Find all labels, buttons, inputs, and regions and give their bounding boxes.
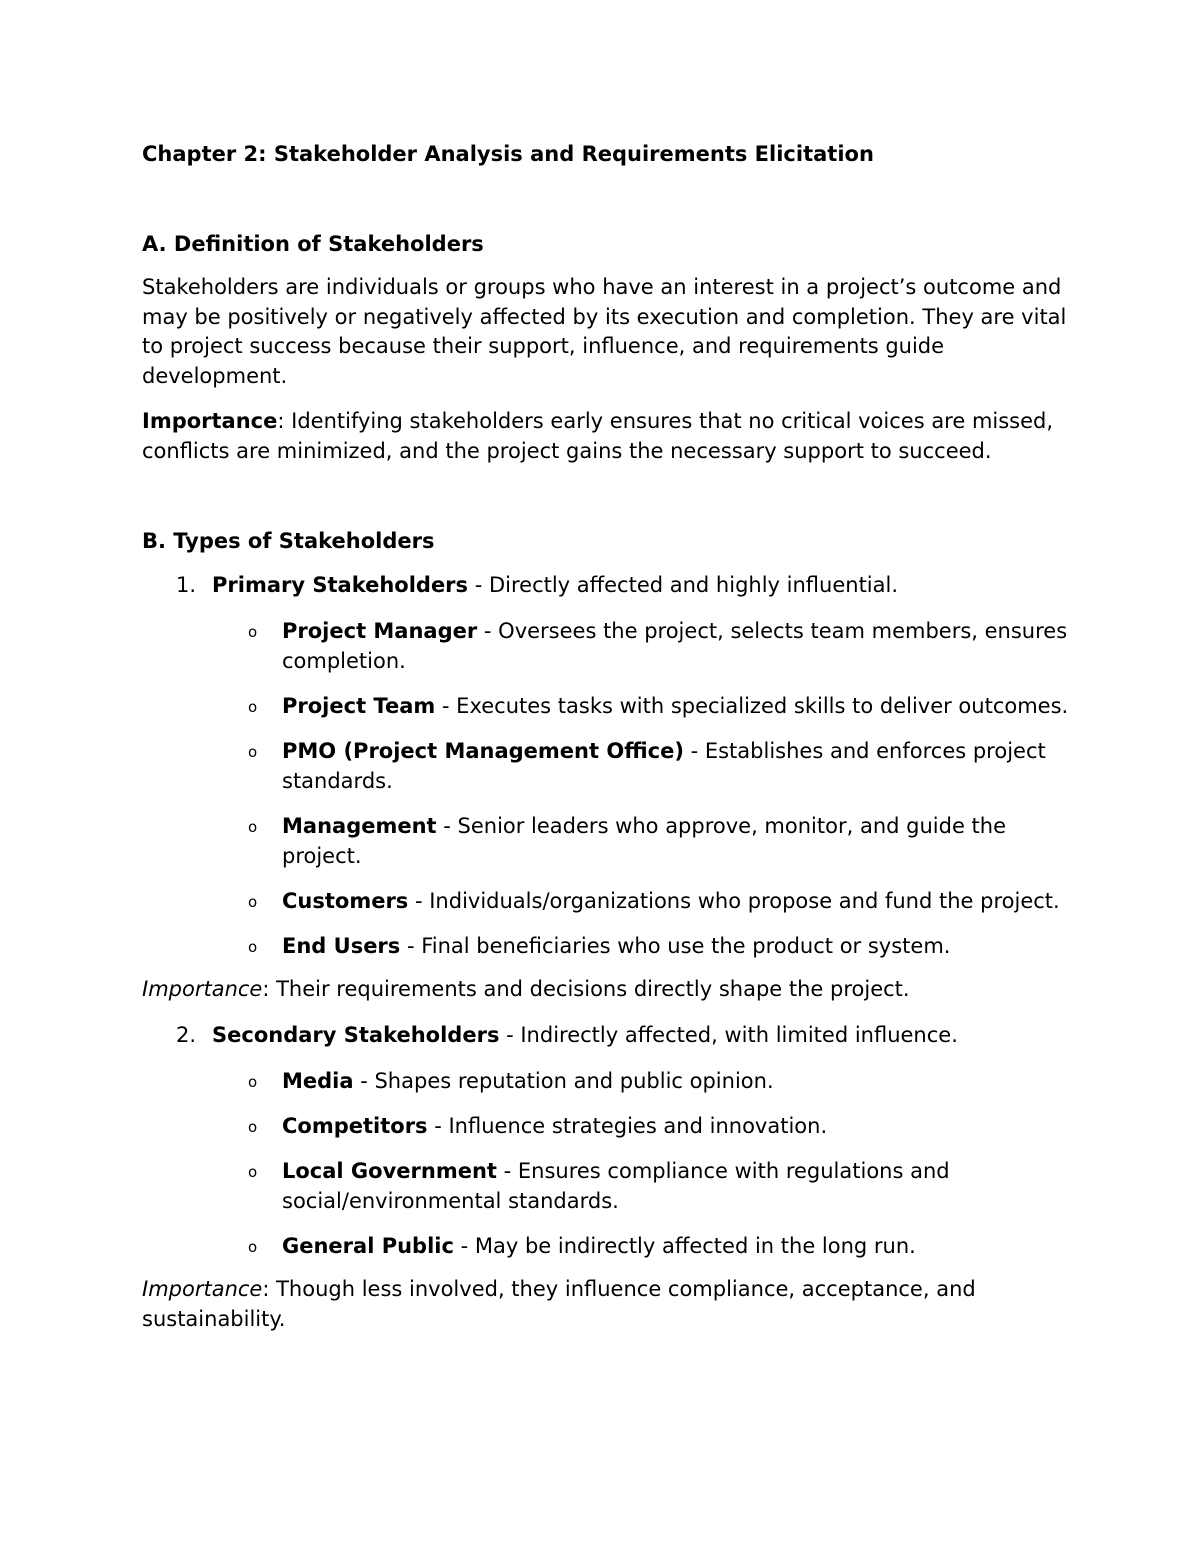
stakeholder-type — [142, 1020, 1072, 1334]
bullet-icon: o — [248, 1073, 258, 1091]
bullet-icon: o — [248, 1163, 258, 1181]
section-b-heading: B. Types of Stakeholders — [142, 529, 435, 553]
item-desc: - May be indirectly affected in the long run. — [453, 1234, 916, 1258]
item-label: PMO (Project Management Office) — [282, 739, 684, 763]
importance-text: : Their requirements and decisions directly shape the project. — [262, 977, 910, 1001]
bullet-icon: o — [248, 698, 258, 716]
type-number: 2. — [176, 1023, 197, 1047]
item-label: Local Government — [282, 1159, 497, 1183]
section-a-heading: A. Definition of Stakeholders — [142, 232, 484, 256]
item-desc: - Shapes reputation and public opinion. — [353, 1069, 774, 1093]
item-label: Project Team — [282, 694, 436, 718]
bullet-icon: o — [248, 938, 258, 956]
stakeholder-type — [142, 570, 1072, 1004]
primary-stakeholders-list — [142, 616, 1072, 961]
type-number: 1. — [176, 573, 197, 597]
type-line — [142, 1020, 1072, 1050]
importance-label: Importance — [142, 977, 263, 1001]
type-label: Secondary Stakeholders — [212, 1023, 500, 1047]
list-item — [142, 931, 1072, 961]
item-label: Customers — [282, 889, 409, 913]
item-label: Competitors — [282, 1114, 428, 1138]
item-label: Management — [282, 814, 437, 838]
bullet-icon: o — [248, 818, 258, 836]
item-desc: - Ensures compliance with regulations and social/environmental standards. — [282, 1159, 950, 1213]
document-page — [142, 139, 1072, 1334]
bullet-icon: o — [248, 1238, 258, 1256]
item-label: End Users — [282, 934, 401, 958]
chapter-title: Chapter 2: Stakeholder Analysis and Requirements Elicitation — [142, 142, 874, 166]
item-label: General Public — [282, 1234, 454, 1258]
item-desc: - Executes tasks with specialized skills to deliver outcomes. — [435, 694, 1069, 718]
list-item — [142, 691, 1072, 721]
item-label: Media — [282, 1069, 354, 1093]
importance-text: : Though less involved, they influence compliance, acceptance, and sustainability. — [142, 1277, 976, 1331]
secondary-stakeholders-list — [142, 1066, 1072, 1261]
bullet-icon: o — [248, 623, 258, 641]
list-item — [142, 616, 1072, 676]
importance-label: Importance — [142, 409, 278, 433]
bullet-icon: o — [248, 893, 258, 911]
item-label: Project Manager — [282, 619, 478, 643]
list-item — [142, 1111, 1072, 1141]
list-item — [142, 1231, 1072, 1261]
list-item — [142, 1066, 1072, 1096]
bullet-icon: o — [248, 743, 258, 761]
section-a-importance — [142, 407, 1072, 466]
list-item — [142, 1156, 1072, 1216]
item-desc: - Final beneficiaries who use the product or system. — [400, 934, 951, 958]
stakeholder-types-list — [142, 570, 1072, 1334]
item-desc: - Senior leaders who approve, monitor, and guide the project. — [282, 814, 1006, 868]
item-desc: - Establishes and enforces project standards. — [282, 739, 1046, 793]
item-desc: - Oversees the project, selects team members, ensures completion. — [282, 619, 1068, 673]
list-item — [142, 886, 1072, 916]
item-desc: - Influence strategies and innovation. — [427, 1114, 828, 1138]
type-line — [142, 570, 1072, 600]
type-desc: - Directly affected and highly influential. — [468, 573, 899, 597]
importance-text: : Identifying stakeholders early ensures that no critical voices are missed, conflicts are minimized, and the project gains the necessary support to succeed. — [142, 409, 1054, 463]
type-label: Primary Stakeholders — [212, 573, 469, 597]
list-item — [142, 811, 1072, 871]
primary-importance — [142, 974, 1072, 1004]
list-item — [142, 736, 1072, 796]
section-a-body: Stakeholders are individuals or groups who have an interest in a project’s outcome and may be positively or negatively affected by its execution and completion. They are vital to project success because their support, influence, and requirements guide development. — [142, 275, 1067, 388]
secondary-importance — [142, 1274, 1072, 1334]
importance-label: Importance — [142, 1277, 263, 1301]
type-desc: - Indirectly affected, with limited influence. — [499, 1023, 958, 1047]
bullet-icon: o — [248, 1118, 258, 1136]
item-desc: - Individuals/organizations who propose and fund the project. — [408, 889, 1060, 913]
